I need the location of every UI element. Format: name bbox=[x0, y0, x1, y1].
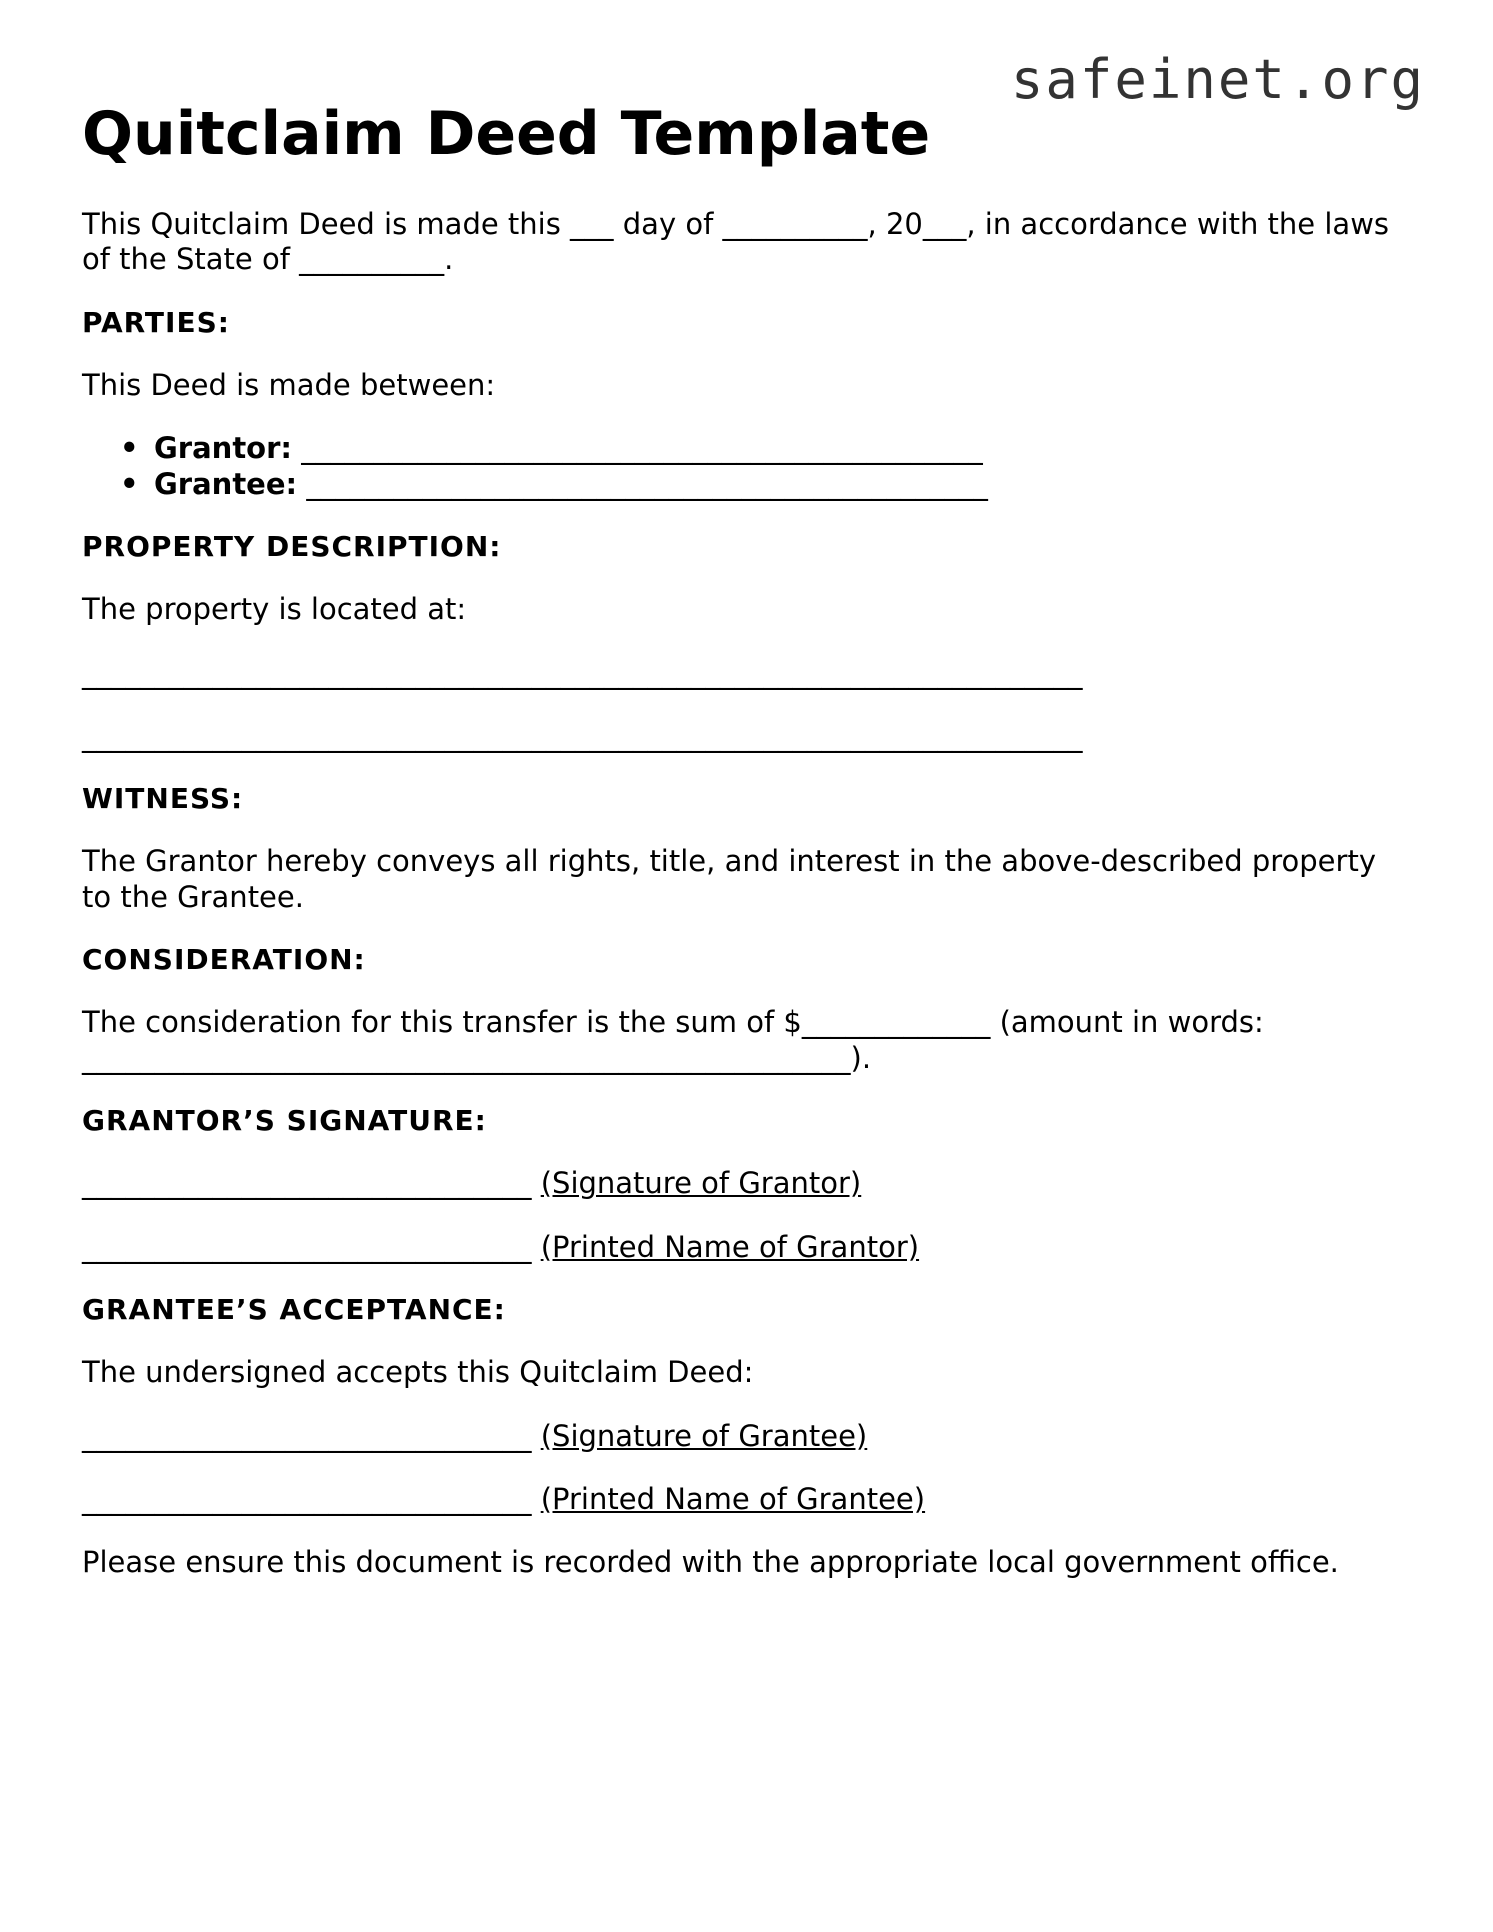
property-heading: PROPERTY DESCRIPTION: bbox=[82, 530, 502, 564]
property-line-2[interactable]: _____________________________________________________________________ bbox=[82, 718, 1083, 753]
grantee-label: Grantee: bbox=[154, 466, 298, 501]
witness-text: The Grantor hereby conveys all rights, title, and interest in the above-described property to the Grantee. bbox=[82, 844, 1386, 914]
grantee-acceptance-text: The undersigned accepts this Quitclaim Deed: bbox=[82, 1355, 754, 1390]
grantee-signature-blank[interactable]: _______________________________ bbox=[82, 1418, 532, 1453]
grantor-printed-name-row bbox=[82, 1230, 1412, 1265]
parties-list bbox=[82, 431, 1412, 502]
property-text: The property is located at: bbox=[82, 592, 467, 627]
parties-text: This Deed is made between: bbox=[82, 367, 496, 402]
consideration-text: The consideration for this transfer is the sum of $_____________ (amount in words: _____________________________________________________). bbox=[82, 1005, 1274, 1075]
grantee-printed-name-blank[interactable]: _______________________________ bbox=[82, 1481, 532, 1516]
bullet-icon: • bbox=[120, 431, 139, 466]
grantee-signature-caption: (Signature of Grantee) bbox=[540, 1418, 868, 1453]
closing-note: Please ensure this document is recorded with the appropriate local government office. bbox=[82, 1545, 1339, 1580]
grantor-label: Grantor: bbox=[154, 431, 293, 466]
witness-heading: WITNESS: bbox=[82, 782, 244, 816]
grantee-printed-name-row bbox=[82, 1482, 1412, 1517]
watermark: safeinet.org bbox=[1010, 48, 1425, 111]
grantor-printed-name-blank[interactable]: _______________________________ bbox=[82, 1229, 532, 1264]
consideration-heading: CONSIDERATION: bbox=[82, 943, 366, 977]
bullet-icon: • bbox=[120, 466, 139, 501]
grantee-acceptance-heading: GRANTEE’S ACCEPTANCE: bbox=[82, 1293, 506, 1327]
grantor-blank[interactable]: _______________________________________________ bbox=[301, 431, 983, 466]
document bbox=[82, 100, 1412, 1609]
grantee-printed-name-caption: (Printed Name of Grantee) bbox=[540, 1481, 926, 1516]
property-line-1[interactable]: _____________________________________________________________________ bbox=[82, 655, 1083, 690]
grantor-signature-blank[interactable]: _______________________________ bbox=[82, 1166, 532, 1201]
grantor-signature-row bbox=[82, 1166, 1412, 1201]
list-item-grantee bbox=[120, 467, 1412, 502]
grantee-signature-row bbox=[82, 1419, 1412, 1454]
parties-heading: PARTIES: bbox=[82, 305, 230, 339]
intro-paragraph: This Quitclaim Deed is made this ___ day of __________, 20___, in accordance with the laws of the State of __________. bbox=[82, 207, 1399, 277]
grantee-blank[interactable]: _______________________________________________ bbox=[306, 466, 988, 501]
grantor-signature-heading: GRANTOR’S SIGNATURE: bbox=[82, 1104, 487, 1138]
list-item-grantor bbox=[120, 431, 1412, 466]
grantor-printed-name-caption: (Printed Name of Grantor) bbox=[540, 1229, 920, 1264]
grantor-signature-caption: (Signature of Grantor) bbox=[540, 1166, 862, 1201]
document-title: Quitclaim Deed Template bbox=[82, 99, 931, 169]
